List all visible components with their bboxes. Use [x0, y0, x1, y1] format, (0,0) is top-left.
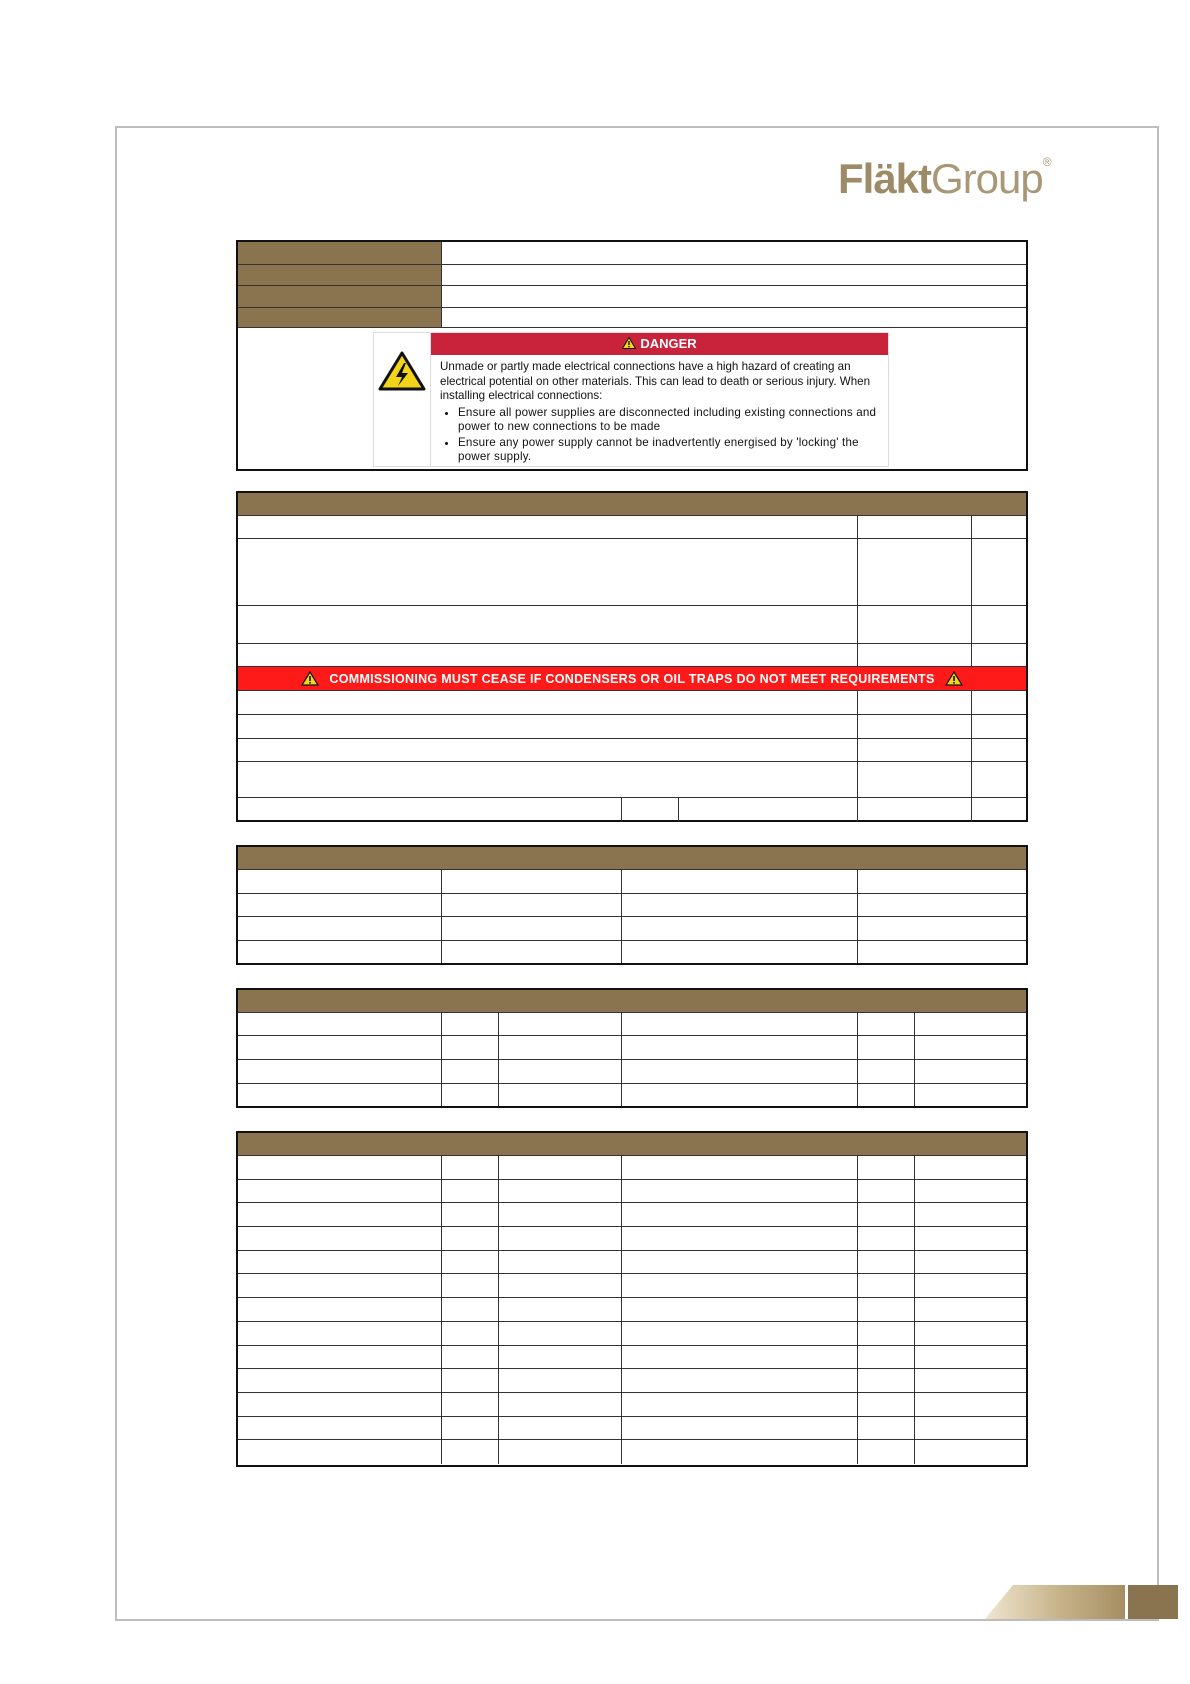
table-cell[interactable]	[499, 1346, 622, 1369]
table-cell[interactable]	[442, 1322, 499, 1345]
checklist-table	[236, 491, 1028, 822]
table-cell[interactable]	[858, 1036, 915, 1059]
check-value-field[interactable]	[858, 798, 972, 822]
check-item-cell	[679, 798, 858, 822]
section-header	[238, 847, 1026, 870]
table-cell[interactable]	[499, 1369, 622, 1392]
table-cell[interactable]	[622, 1251, 858, 1274]
check-row	[238, 762, 1026, 798]
table-cell[interactable]	[442, 894, 622, 916]
table-cell[interactable]	[238, 1393, 442, 1416]
table-cell[interactable]	[622, 1227, 858, 1250]
table-cell[interactable]	[915, 1251, 1026, 1274]
table-cell[interactable]	[238, 1013, 442, 1035]
table-cell[interactable]	[915, 1180, 1026, 1203]
section-header	[238, 493, 1026, 516]
check-item-cell	[238, 539, 858, 605]
info-label-cell	[238, 308, 442, 327]
table-row	[238, 1346, 1026, 1370]
table-cell[interactable]	[238, 1156, 442, 1179]
check-row	[238, 606, 1026, 644]
table-cell[interactable]	[238, 1227, 442, 1250]
table-cell[interactable]	[238, 1274, 442, 1297]
table-cell[interactable]	[238, 1084, 442, 1106]
table-cell[interactable]	[622, 1203, 858, 1226]
table-row	[238, 1393, 1026, 1417]
table-cell[interactable]	[858, 917, 1026, 940]
table-cell[interactable]	[622, 1417, 858, 1440]
table-cell[interactable]	[622, 917, 858, 940]
six-column-table	[236, 988, 1028, 1108]
table-cell[interactable]	[499, 1060, 622, 1083]
info-value-field[interactable]	[442, 286, 1026, 307]
table-row	[238, 870, 1026, 894]
danger-list	[440, 406, 880, 465]
table-cell[interactable]	[238, 917, 442, 940]
table-cell[interactable]	[442, 1346, 499, 1369]
table-cell[interactable]	[622, 1369, 858, 1392]
table-row	[238, 1013, 1026, 1036]
table-cell[interactable]	[622, 1393, 858, 1416]
check-value-field[interactable]	[858, 762, 972, 797]
table-cell[interactable]	[858, 894, 1026, 916]
check-tick-field[interactable]	[972, 516, 1026, 538]
danger-body	[440, 360, 880, 466]
warning-triangle-icon	[622, 337, 636, 349]
table-cell[interactable]	[858, 1417, 915, 1440]
flaktgroup-logo	[838, 155, 1051, 203]
four-column-table	[236, 845, 1028, 965]
table-cell[interactable]	[915, 1346, 1026, 1369]
section-header	[238, 1133, 1026, 1156]
logo-registered-mark: ®	[1042, 155, 1051, 169]
check-item-cell	[238, 516, 858, 538]
table-row	[238, 1227, 1026, 1251]
check-value-field[interactable]	[858, 606, 972, 643]
table-cell[interactable]	[499, 1227, 622, 1250]
table-cell[interactable]	[622, 1036, 858, 1059]
table-cell[interactable]	[858, 1156, 915, 1179]
check-row	[238, 715, 1026, 739]
info-label-cell	[238, 265, 442, 285]
page-corner-tab	[985, 1585, 1178, 1619]
table-cell[interactable]	[622, 1322, 858, 1345]
table-cell[interactable]	[499, 1274, 622, 1297]
table-row	[238, 1060, 1026, 1084]
check-item-cell	[238, 762, 858, 797]
logo-bold-text: Fläkt	[838, 155, 932, 202]
table-cell[interactable]	[499, 1036, 622, 1059]
table-cell[interactable]	[499, 1322, 622, 1345]
table-cell[interactable]	[915, 1156, 1026, 1179]
danger-title: DANGER	[640, 336, 697, 351]
check-value-field[interactable]	[858, 539, 972, 605]
table-cell[interactable]	[858, 941, 1026, 963]
table-row	[238, 1369, 1026, 1393]
check-tick-field[interactable]	[972, 739, 1026, 761]
table-cell[interactable]	[915, 1013, 1026, 1035]
table-cell[interactable]	[499, 1251, 622, 1274]
table-cell[interactable]	[915, 1274, 1026, 1297]
table-cell[interactable]	[915, 1060, 1026, 1083]
table-cell[interactable]	[915, 1322, 1026, 1345]
table-cell[interactable]	[499, 1203, 622, 1226]
check-tick-field[interactable]	[972, 762, 1026, 797]
check-tick-field[interactable]	[972, 715, 1026, 738]
table-cell[interactable]	[238, 1180, 442, 1203]
check-tick-field[interactable]	[972, 798, 1026, 822]
table-row	[238, 1440, 1026, 1464]
check-tick-field[interactable]	[972, 644, 1026, 666]
check-value-field[interactable]	[858, 691, 972, 714]
info-row	[238, 265, 1026, 286]
table-cell[interactable]	[858, 870, 1026, 893]
table-cell[interactable]	[442, 917, 622, 940]
info-value-field[interactable]	[442, 265, 1026, 285]
check-tick-field[interactable]	[972, 539, 1026, 605]
check-item-cell	[238, 691, 858, 714]
check-row	[238, 691, 1026, 715]
table-row	[238, 1180, 1026, 1204]
danger-notice	[373, 332, 889, 467]
section-header	[238, 990, 1026, 1013]
table-row	[238, 1084, 1026, 1106]
table-cell[interactable]	[238, 941, 442, 963]
table-cell[interactable]	[442, 1274, 499, 1297]
danger-bullet: • Ensure all power supplies are disconnected including existing connections and power to new connections to be made	[458, 406, 880, 435]
table-cell[interactable]	[858, 1440, 915, 1464]
table-cell[interactable]	[442, 1369, 499, 1392]
info-row	[238, 286, 1026, 308]
check-row	[238, 539, 1026, 606]
table-cell[interactable]	[858, 1203, 915, 1226]
table-cell[interactable]	[238, 1440, 442, 1464]
commissioning-warning-banner	[238, 667, 1026, 691]
table-row	[238, 1156, 1026, 1180]
table-cell[interactable]	[442, 870, 622, 893]
table-cell[interactable]	[238, 1251, 442, 1274]
check-row	[238, 644, 1026, 667]
table-cell[interactable]	[238, 1369, 442, 1392]
table-cell[interactable]	[499, 1013, 622, 1035]
table-cell[interactable]	[238, 870, 442, 893]
check-item-cell	[238, 606, 858, 643]
table-row	[238, 917, 1026, 941]
table-cell[interactable]	[858, 1322, 915, 1345]
table-cell[interactable]	[915, 1227, 1026, 1250]
table-cell[interactable]	[915, 1369, 1026, 1392]
table-cell[interactable]	[858, 1084, 915, 1106]
table-cell[interactable]	[858, 1369, 915, 1392]
table-cell[interactable]	[622, 870, 858, 893]
table-cell[interactable]	[622, 1346, 858, 1369]
table-cell[interactable]	[442, 1440, 499, 1464]
warning-triangle-icon	[945, 671, 963, 686]
table-row	[238, 1274, 1026, 1298]
table-row	[238, 1251, 1026, 1275]
table-cell[interactable]	[499, 1180, 622, 1203]
table-cell[interactable]	[442, 1060, 499, 1083]
table-cell[interactable]	[442, 1084, 499, 1106]
check-value-field[interactable]	[858, 739, 972, 761]
table-cell[interactable]	[442, 1298, 499, 1321]
table-cell[interactable]	[622, 941, 858, 963]
check-tick-field[interactable]	[972, 606, 1026, 643]
info-label-cell	[238, 242, 442, 264]
check-tick-field[interactable]	[972, 691, 1026, 714]
table-cell[interactable]	[858, 1346, 915, 1369]
check-item-cell	[238, 715, 858, 738]
table-row	[238, 941, 1026, 963]
table-cell[interactable]	[622, 1440, 858, 1464]
table-cell[interactable]	[442, 1203, 499, 1226]
check-value-field[interactable]	[858, 644, 972, 666]
six-column-long-table	[236, 1131, 1028, 1467]
table-cell[interactable]	[915, 1298, 1026, 1321]
table-cell[interactable]	[622, 1060, 858, 1083]
check-value-field[interactable]	[622, 798, 679, 822]
info-value-field[interactable]	[442, 308, 1026, 327]
table-cell[interactable]	[238, 1060, 442, 1083]
table-cell[interactable]	[858, 1393, 915, 1416]
logo-light-text: Group	[931, 155, 1043, 202]
table-row	[238, 1203, 1026, 1227]
table-cell[interactable]	[858, 1274, 915, 1297]
table-cell[interactable]	[915, 1440, 1026, 1464]
table-cell[interactable]	[499, 1440, 622, 1464]
table-row	[238, 1298, 1026, 1322]
table-cell[interactable]	[238, 1322, 442, 1345]
table-cell[interactable]	[858, 1060, 915, 1083]
table-cell[interactable]	[442, 1417, 499, 1440]
table-cell[interactable]	[442, 1156, 499, 1179]
check-value-field[interactable]	[858, 516, 972, 538]
check-row	[238, 739, 1026, 762]
table-cell[interactable]	[858, 1251, 915, 1274]
check-value-field[interactable]	[858, 715, 972, 738]
table-cell[interactable]	[238, 1036, 442, 1059]
table-cell[interactable]	[915, 1036, 1026, 1059]
danger-bullet: • Ensure any power supply cannot be inadvertently energised by 'locking' the power supply.	[458, 436, 880, 465]
table-cell[interactable]	[915, 1393, 1026, 1416]
table-cell[interactable]	[499, 1156, 622, 1179]
warning-triangle-icon	[301, 671, 319, 686]
table-row	[238, 1322, 1026, 1346]
table-cell[interactable]	[858, 1227, 915, 1250]
table-cell[interactable]	[238, 894, 442, 916]
table-cell[interactable]	[499, 1417, 622, 1440]
table-cell[interactable]	[915, 1084, 1026, 1106]
danger-intro: Unmade or partly made electrical connections have a high hazard of creating an electrical potential on other materials. This can lead to death or serious injury. When installing electrical connections:	[440, 360, 871, 402]
table-cell[interactable]	[499, 1084, 622, 1106]
check-row	[238, 798, 1026, 822]
danger-title-bar	[431, 333, 888, 355]
table-cell[interactable]	[915, 1203, 1026, 1226]
table-cell[interactable]	[622, 1084, 858, 1106]
warning-banner-text: COMMISSIONING MUST CEASE IF CONDENSERS OR OIL TRAPS DO NOT MEET REQUIREMENTS	[329, 671, 935, 686]
table-cell[interactable]	[442, 1251, 499, 1274]
table-cell[interactable]	[622, 1274, 858, 1297]
table-cell[interactable]	[499, 1298, 622, 1321]
table-cell[interactable]	[238, 1346, 442, 1369]
electrical-hazard-icon	[374, 333, 431, 466]
check-item-cell	[238, 739, 858, 761]
table-cell[interactable]	[442, 1227, 499, 1250]
table-cell[interactable]	[622, 1013, 858, 1035]
info-label-cell	[238, 286, 442, 307]
table-row	[238, 894, 1026, 917]
table-cell[interactable]	[238, 1203, 442, 1226]
table-row	[238, 1417, 1026, 1441]
table-cell[interactable]	[442, 1393, 499, 1416]
table-cell[interactable]	[238, 1298, 442, 1321]
table-cell[interactable]	[858, 1298, 915, 1321]
check-row	[238, 516, 1026, 539]
table-row	[238, 1036, 1026, 1060]
table-cell[interactable]	[442, 1036, 499, 1059]
table-cell[interactable]	[442, 1180, 499, 1203]
table-cell[interactable]	[858, 1013, 915, 1035]
info-row	[238, 308, 1026, 328]
table-cell[interactable]	[442, 941, 622, 963]
check-item-cell	[238, 798, 622, 822]
table-cell[interactable]	[858, 1180, 915, 1203]
table-cell[interactable]	[622, 1298, 858, 1321]
table-cell[interactable]	[499, 1393, 622, 1416]
table-cell[interactable]	[622, 1156, 858, 1179]
table-cell[interactable]	[915, 1417, 1026, 1440]
info-row	[238, 242, 1026, 265]
table-cell[interactable]	[622, 1180, 858, 1203]
table-cell[interactable]	[238, 1417, 442, 1440]
table-cell[interactable]	[442, 1013, 499, 1035]
info-value-field[interactable]	[442, 242, 1026, 264]
table-cell[interactable]	[622, 894, 858, 916]
check-item-cell	[238, 644, 858, 666]
